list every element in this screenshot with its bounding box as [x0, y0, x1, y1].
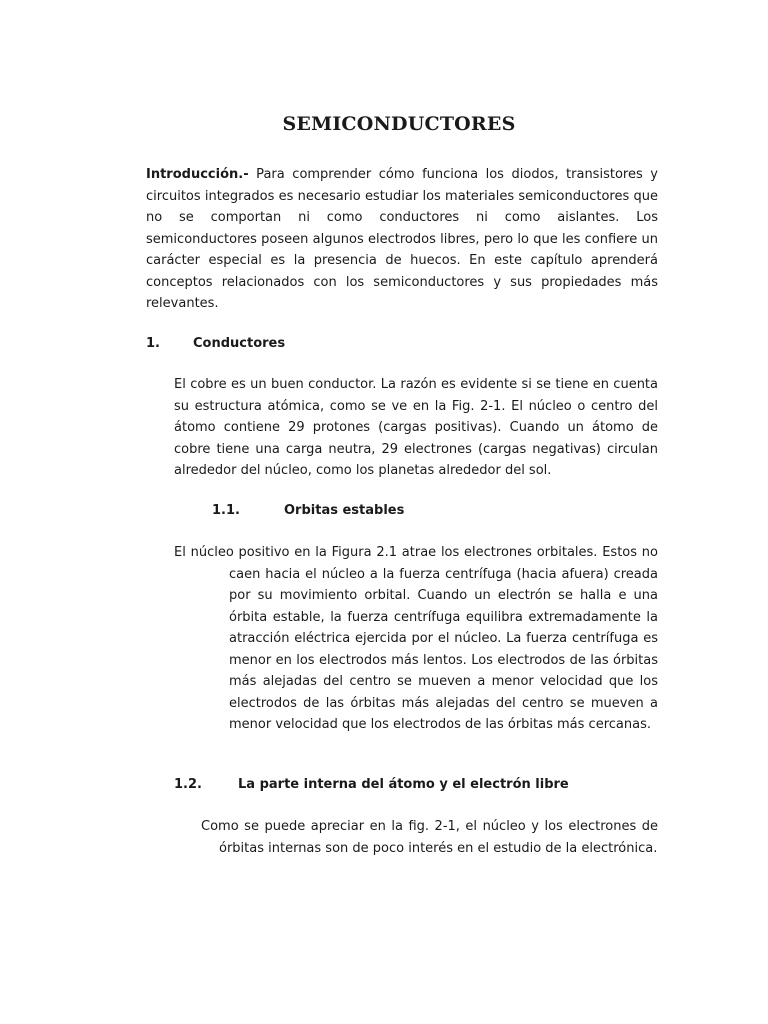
section-1-2-number: 1.2.: [174, 777, 202, 792]
intro-paragraph: [146, 164, 658, 315]
section-1-1-paragraph: El núcleo positivo en la Figura 2.1 atrae los electrones orbitales. Estos no caen hacia el núcleo a la fuerza centrífuga (hacia afuera) creada por su movimiento orbital. Cuando un electrón se halla e una órbita estable, la fuerza centrífuga equilibra extremadamente la atracción eléctrica ejercida por el núcleo. La fuerza centrífuga es menor en los electrodos más lentos. Los electrodos de las órbitas más alejadas del centro se mueven a menor velocidad que los electrodos de las órbitas más alejadas del centro se mueven a menor velocidad que los electrodos de las órbitas más cercanas.: [174, 545, 658, 732]
section-1-1-heading: Orbitas estables: [284, 503, 405, 518]
section-1-number: 1.: [146, 336, 160, 351]
section-1-2-heading: La parte interna del átomo y el electrón libre: [238, 777, 569, 792]
intro-label: Introducción.-: [146, 167, 249, 182]
section-1-2-paragraph: Como se puede apreciar en la fig. 2-1, el núcleo y los electrones de órbitas internas son de poco interés en el estudio de la electrónica.: [201, 819, 658, 856]
section-1-paragraph: El cobre es un buen conductor. La razón es evidente si se tiene en cuenta su estructura atómica, como se ve en la Fig. 2-1. El núcleo o centro del átomo contiene 29 protones (cargas positivas). Cuando un átomo de cobre tiene una carga neutra, 29 electrones (cargas negativas) circulan alrededor del núcleo, como los planetas alrededor del sol.: [174, 377, 658, 478]
intro-text: Para comprender cómo funciona los diodos, transistores y circuitos integrados es necesario estudiar los materiales semiconductores que no se comportan ni como conductores ni como aislantes. Los semiconductores poseen algunos electrodos libres, pero lo que les confiere un carácter especial es la presencia de huecos. En este capítulo aprenderá conceptos relacionados con los semiconductores y sus propiedades más relevantes.: [146, 167, 658, 311]
document-title: SEMICONDUCTORES: [282, 113, 516, 135]
section-1-heading: Conductores: [193, 336, 286, 351]
section-1-1-number: 1.1.: [212, 503, 240, 518]
